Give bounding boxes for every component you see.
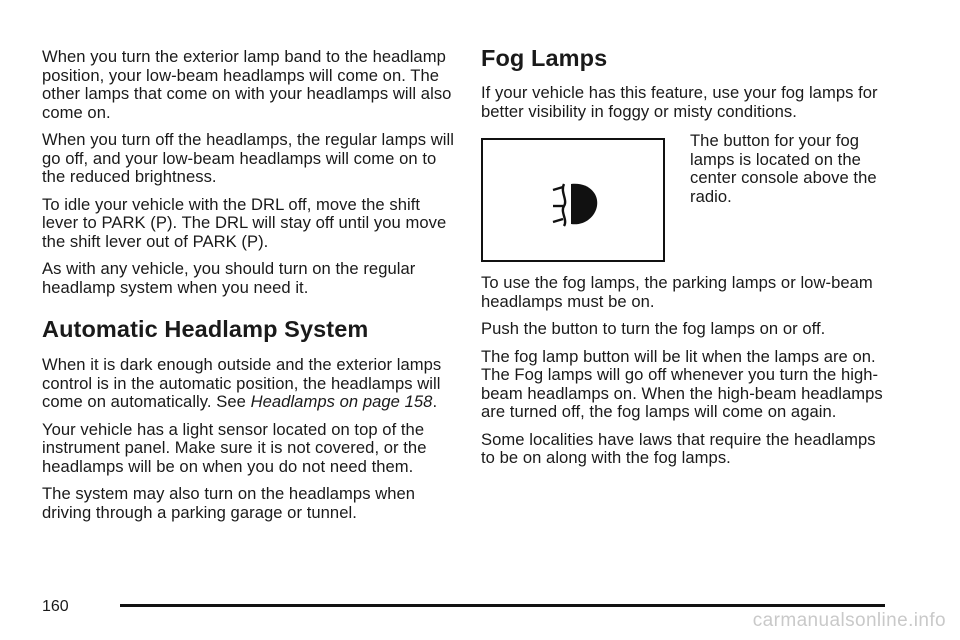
- paragraph-button-lit: The fog lamp button will be lit when the lamps are on. The Fog lamps will go off whenever you turn the high-beam headlamps on. When the high-beam headlamps are turned off, the fog lamps will come on again.: [481, 346, 883, 421]
- right-column: [481, 45, 891, 477]
- paragraph-parking-garage: The system may also turn on the headlamps when driving through a parking garage or tunnel.: [42, 484, 416, 522]
- fog-lamp-icon: [549, 180, 601, 228]
- paragraph-idle-drl: To idle your vehicle with the DRL off, move the shift lever to PARK (P). The DRL will stay off until you move the shift lever out of PARK (P).: [42, 194, 447, 251]
- heading-fog-lamps: Fog Lamps: [481, 45, 608, 71]
- paragraph-automatic-position-text: When it is dark enough outside and the exterior lamps control is in the automatic position, the headlamps will come on automatically. See: [42, 355, 442, 411]
- heading-automatic-headlamp-system: Automatic Headlamp System: [42, 316, 369, 342]
- paragraph-automatic-position-end: .: [432, 392, 438, 411]
- paragraph-regular-headlamp: As with any vehicle, you should turn on the regular headlamp system when you need it.: [42, 259, 416, 297]
- watermark: carmanualsonline.info: [752, 610, 946, 631]
- paragraph-fog-intro: If your vehicle has this feature, use your fog lamps for better visibility in foggy or misty conditions.: [481, 83, 878, 121]
- fog-lamp-button-illustration: [481, 138, 665, 262]
- paragraph-fog-requirement: To use the fog lamps, the parking lamps or low-beam headlamps must be on.: [481, 273, 873, 311]
- paragraph-local-laws: Some localities have laws that require the headlamps to be on along with the fog lamps.: [481, 429, 876, 467]
- footer-rule: [120, 604, 885, 607]
- paragraph-lamp-band: When you turn the exterior lamp band to the headlamp position, your low-beam headlamps will come on. The other lamps that come on with your headlamps will also come on.: [42, 47, 452, 122]
- paragraph-push-button: Push the button to turn the fog lamps on or off.: [481, 319, 826, 338]
- figure-caption: The button for your fog lamps is located on the center console above the radio.: [690, 131, 877, 206]
- paragraph-automatic-position: [42, 356, 460, 412]
- cross-reference-link[interactable]: Headlamps on page 158: [250, 392, 433, 411]
- fog-lamp-figure: [481, 132, 891, 274]
- paragraph-light-sensor: Your vehicle has a light sensor located on top of the instrument panel. Make sure it is not covered, or the headlamps will be on when you do not need them.: [42, 419, 427, 476]
- paragraph-headlamps-off: When you turn off the headlamps, the regular lamps will go off, and your low-beam headlamps will come on to the reduced brightness.: [42, 130, 454, 186]
- left-column: [42, 48, 460, 531]
- page-number: 160: [42, 598, 69, 615]
